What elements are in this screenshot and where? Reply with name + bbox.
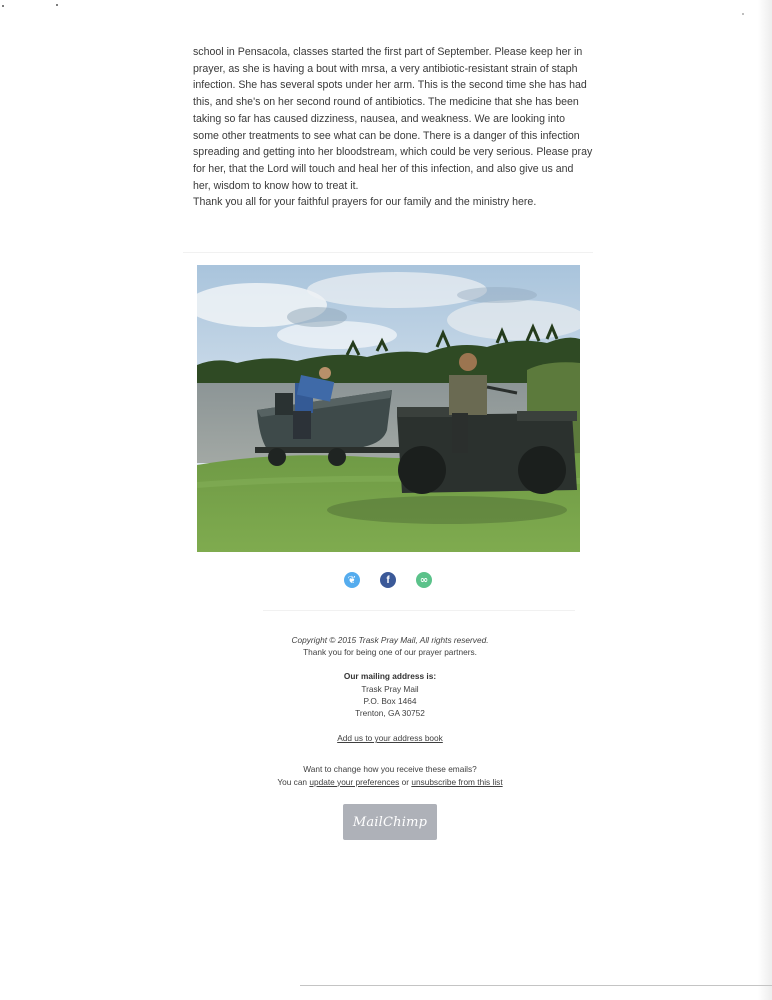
scan-speck bbox=[742, 13, 744, 15]
share-bar bbox=[343, 572, 439, 589]
link-icon: ∞ bbox=[419, 574, 429, 586]
change-prompt: Want to change how you receive these emails? bbox=[303, 764, 477, 775]
add-to-address-book-link[interactable]: Add us to your address book bbox=[337, 733, 443, 744]
address-line: Trenton, GA 30752 bbox=[355, 708, 425, 719]
address-line: P.O. Box 1464 bbox=[363, 695, 417, 706]
scan-speck bbox=[56, 4, 58, 6]
thanks-note: Thank you for being one of our prayer partners. bbox=[303, 647, 477, 658]
letter-paragraph: school in Pensacola, classes started the first part of September. Please keep her in prayer, as she is having a bout with mrsa, a very antibiotic-resistant strain of staph infection. She has several spots under her arm. This is the second time she has had this, and she's on her second round of antibiotics. The medicine that she has been taking so far has caused dizziness, nausea, and weakness. We are looking into some other treatments to see what can be done. There is a danger of this infection spreading and getting into her bloodstream, which could be very serious. Please pray for her, that the Lord will touch and heal her of this infection, and also give us and her, wisdom to know how to treat it. bbox=[193, 46, 593, 192]
unsubscribe-link[interactable]: unsubscribe from this list bbox=[411, 776, 503, 787]
mailchimp-logo: MailChimp bbox=[352, 814, 428, 830]
preferences-line bbox=[236, 776, 544, 788]
divider bbox=[183, 252, 593, 253]
address-line: Trask Pray Mail bbox=[361, 683, 419, 694]
scan-speck bbox=[2, 5, 4, 7]
twitter-icon: ❦ bbox=[347, 574, 357, 586]
facebook-icon: f bbox=[386, 574, 390, 586]
you-can-text: You can bbox=[277, 776, 308, 787]
scan-bottom-edge bbox=[300, 985, 772, 986]
facebook-share-button[interactable] bbox=[380, 572, 396, 588]
letter-body bbox=[193, 44, 593, 211]
letter-closing: Thank you all for your faithful prayers for our family and the ministry here. bbox=[193, 196, 537, 209]
mailing-heading: Our mailing address is: bbox=[343, 671, 437, 682]
scan-edge-shadow bbox=[758, 0, 772, 1000]
mailchimp-badge[interactable] bbox=[343, 804, 437, 840]
divider bbox=[263, 610, 575, 611]
copyright-notice: Copyright © 2015 Trask Pray Mail, All rights reserved. bbox=[291, 635, 489, 645]
boat-trailer-photo bbox=[197, 265, 580, 552]
or-text: or bbox=[401, 776, 410, 787]
email-footer bbox=[236, 634, 544, 788]
twitter-share-button[interactable] bbox=[344, 572, 360, 588]
update-preferences-link[interactable]: update your preferences bbox=[309, 776, 400, 787]
link-share-button[interactable] bbox=[416, 572, 432, 588]
